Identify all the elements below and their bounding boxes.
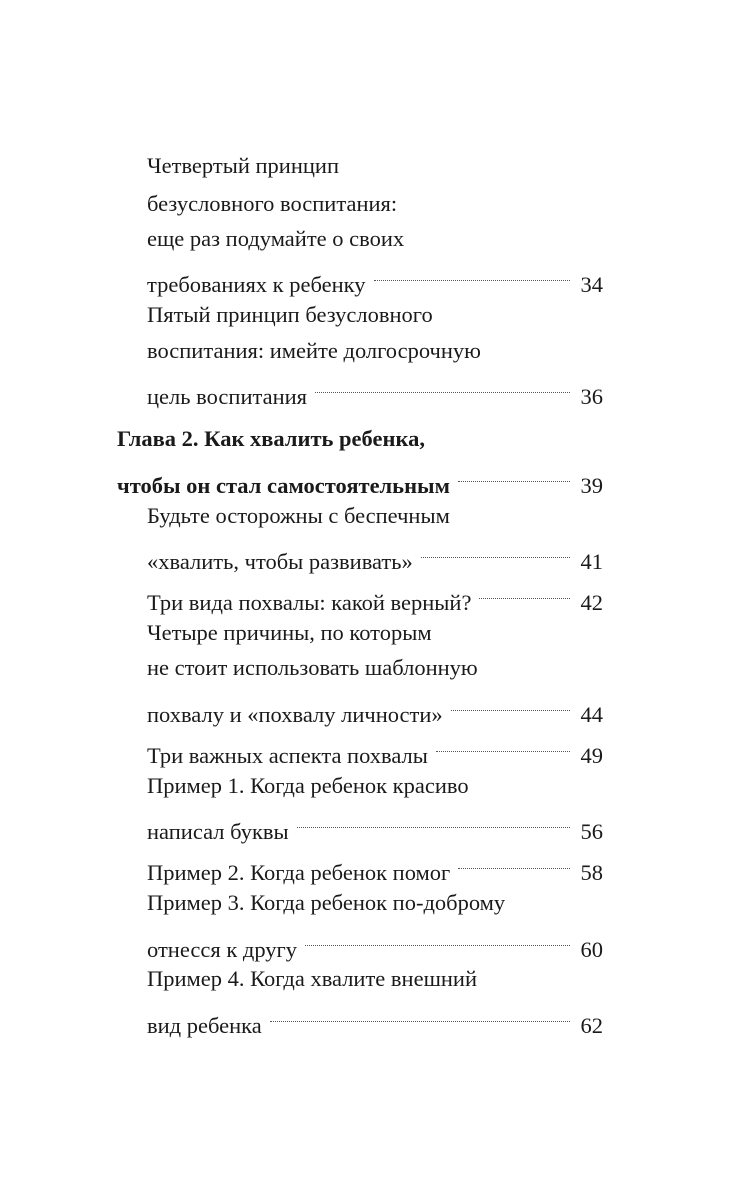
- page-number: 34: [580, 272, 603, 297]
- toc-entry-line: [147, 844, 603, 885]
- toc-entry-line: [147, 368, 603, 409]
- toc-entry-line: [147, 333, 603, 369]
- toc-entry-line: [147, 727, 603, 768]
- toc-entry-line: [147, 885, 603, 921]
- toc-entry-line: [147, 997, 603, 1038]
- dot-leader: [451, 686, 570, 722]
- toc-entry-text: Пример 2. Когда ребенок помог: [147, 860, 451, 885]
- page-number: 58: [580, 860, 603, 885]
- toc-entry-text: требованиях к ребенку: [147, 272, 366, 297]
- chapter-title-text: Глава 2. Как хвалить ребенка,: [117, 426, 425, 451]
- toc-entry-text: похвалу и «похвалу личности»: [147, 702, 443, 727]
- toc-entry-text: цель воспитания: [147, 384, 308, 409]
- toc-entry-text: отнесся к другу: [147, 937, 298, 962]
- toc-entry-line: [147, 615, 603, 651]
- toc-entry-text: Четвертый принцип: [147, 153, 339, 178]
- page-number: 49: [580, 743, 603, 768]
- toc-entry-text: безусловного воспитания:: [147, 191, 398, 216]
- toc-entry-line: [147, 803, 603, 844]
- toc-entry-line: [147, 498, 603, 534]
- toc-entry-line: [147, 768, 603, 804]
- toc-entry-text: Три важных аспекта похвалы: [147, 743, 428, 768]
- toc-entry-text: Четыре причины, по которым: [147, 620, 432, 645]
- toc-entry-line: [147, 686, 603, 727]
- chapter-title-line: [117, 421, 603, 457]
- toc-entry-line: [147, 148, 603, 184]
- toc-entry-text: еще раз подумайте о своих: [147, 226, 405, 251]
- toc-entry-text: Будьте осторожны с беспечным: [147, 503, 450, 528]
- chapter-title-line: [117, 457, 603, 498]
- toc-entry-text: Три вида похвалы: какой верный?: [147, 590, 472, 615]
- page-number: 36: [580, 384, 603, 409]
- toc-entry-text: воспитания: имейте долгосрочную: [147, 338, 481, 363]
- dot-leader: [315, 368, 570, 404]
- toc-entry-text: Пример 3. Когда ребенок по-доброму: [147, 890, 506, 915]
- dot-leader: [458, 457, 570, 493]
- toc-entry-line: [147, 921, 603, 962]
- toc-entry-text: Пример 1. Когда ребенок красиво: [147, 773, 469, 798]
- toc-entry-text: не стоит использовать шаблонную: [147, 655, 478, 680]
- page-number: 56: [580, 819, 603, 844]
- dot-leader: [305, 921, 570, 957]
- dot-leader: [421, 533, 570, 569]
- toc-entry-text: «хвалить, чтобы развивать»: [147, 549, 413, 574]
- toc-entry-text: Пятый принцип безусловного: [147, 302, 433, 327]
- toc-entry-line: [147, 650, 603, 686]
- toc-entry-line: [147, 574, 603, 615]
- dot-leader: [374, 256, 571, 292]
- toc-entry-line: [147, 533, 603, 574]
- dot-leader: [458, 844, 570, 880]
- toc-entry-line: [147, 186, 603, 222]
- toc-entry-line: [147, 961, 603, 997]
- page-number: 44: [580, 702, 603, 727]
- toc-entry-text: вид ребенка: [147, 1013, 262, 1038]
- dot-leader: [479, 574, 570, 610]
- dot-leader: [270, 997, 570, 1033]
- toc-entry-line: [147, 256, 603, 297]
- toc-entry-text: написал буквы: [147, 819, 289, 844]
- dot-leader: [297, 803, 570, 839]
- page-number: 41: [580, 549, 603, 574]
- toc-entry-text: Пример 4. Когда хвалите внешний: [147, 966, 478, 991]
- toc-entry-line: [147, 297, 603, 333]
- dot-leader: [436, 727, 570, 763]
- page-number: 39: [580, 473, 603, 498]
- chapter-title-text: чтобы он стал самостоятельным: [117, 473, 450, 498]
- page-number: 42: [580, 590, 603, 615]
- page-number: 60: [580, 937, 603, 962]
- toc-entry-line: [147, 221, 603, 257]
- page-number: 62: [580, 1013, 603, 1038]
